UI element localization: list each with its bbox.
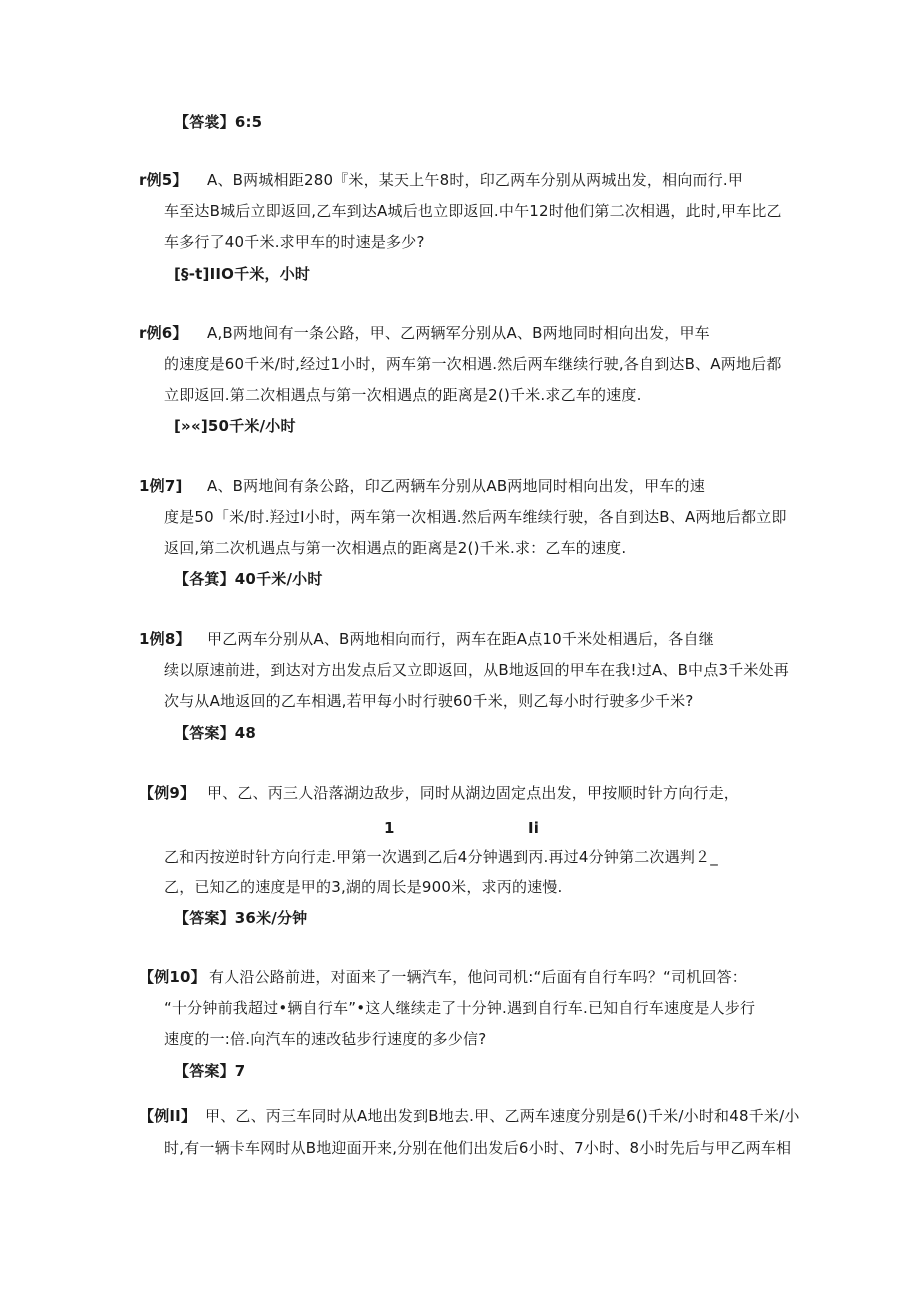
example-11-line-2: 时,有一辆卡车网时从B地迎面开来,分别在他们出发后6小时、7小时、8小时先后与甲乙两车相 xyxy=(164,1139,792,1157)
example-9-label: 【例9】 xyxy=(139,784,196,802)
example-6-label: r例6】 xyxy=(139,324,188,342)
example-6-line-3: 立即返回.第二次相遇点与第一次相遇点的距离是2()千米.求乙车的速度. xyxy=(164,386,642,404)
example-6-line-2: 的速度是60千米/时,经过1小时，两车第一次相遇.然后两车继续行驶,各自到达B、A两地后都 xyxy=(164,355,782,373)
answer-4 xyxy=(174,112,262,132)
example-7-label: 1例7] xyxy=(139,477,183,495)
example-8-answer: 【答案】48 xyxy=(174,724,257,742)
example-9-answer: 【答案】36米/分钟 xyxy=(174,909,308,927)
example-5-label: r例5】 xyxy=(139,171,188,189)
example-5-line-3: 车多行了40千米.求甲车的时速是多少? xyxy=(164,233,425,251)
stray-mark-2: Ii xyxy=(528,819,540,837)
example-8-label: 1例8】 xyxy=(139,630,191,648)
example-5-line-2: 车至达B城后立即返回,乙车到达A城后也立即返回.中午12时他们第二次相遇，此时,甲车比乙 xyxy=(164,202,782,220)
example-6-answer: [»«]50千米/小时 xyxy=(174,417,296,435)
example-9-line-1: 甲、乙、丙三人沿落湖边敌步，同时从湖边固定点出发，甲按顺时针方向行走， xyxy=(207,784,740,802)
example-7-line-2: 度是50「米/时.羟过I小时，两车第一次相遇.然后两车维续行驶，各自到达B、A两地后都立即 xyxy=(164,508,787,526)
example-10-line-2: “十分钟前我超过•辆自行车”•这人继续走了十分钟.遇到自行车.已知自行车速度是人步行 xyxy=(164,999,756,1017)
example-11-line-1: 甲、乙、丙三车同时从A地出发到B地去.甲、乙两车速度分别是6()千米/小时和48千米/小 xyxy=(205,1107,800,1125)
example-5-line-1: A、B两城相距280『米，某天上午8时，印乙两车分别从两城出发，相向而行.甲 xyxy=(207,171,744,189)
example-8-line-2: 续以原速前进，到达对方出发点后又立即返回，从B地返回的甲车在我!过A、B中点3千米处再 xyxy=(164,661,790,679)
example-11-label: 【例II】 xyxy=(139,1107,197,1125)
answer-4-label: 【答裳】 xyxy=(174,113,235,131)
example-5-answer: [§-t]IIO千米，小时 xyxy=(174,265,311,283)
example-9-line-3: 乙，已知乙的速度是甲的3,湖的周长是900米，求丙的速慢. xyxy=(164,878,563,896)
example-10-label: 【例10】 xyxy=(139,968,206,986)
answer-4-value: 6:5 xyxy=(234,113,263,131)
example-9-line-2: 乙和丙按逆时针方向行走.甲第一次遇到乙后4分钟遇到丙.再过4分钟第二次遇判２_ xyxy=(164,848,718,866)
example-10-line-1: 有人沿公路前进，对面来了一辆汽车，他问司机:“后面有自行车吗？“司机回答： xyxy=(209,968,747,986)
example-6-line-1: A,B两地间有一条公路，甲、乙两辆军分别从A、B两地同时相向出发，甲车 xyxy=(207,324,710,342)
example-8-line-1: 甲乙两车分别从A、B两地相向而行，两车在距A点10千米处相遇后，各自继 xyxy=(207,630,714,648)
example-7-answer: 【各箕】40千米/小时 xyxy=(174,570,323,588)
stray-mark-1: 1 xyxy=(384,819,395,837)
example-10-answer: 【答案】7 xyxy=(174,1062,246,1080)
example-7-line-3: 返回,第二次机遇点与第一次相遇点的距离是2()千米.求：乙车的速度. xyxy=(164,539,627,557)
example-8-line-3: 次与从A地返回的乙车相遇,若甲每小时行驶60千米，则乙每小时行驶多少千米? xyxy=(164,692,694,710)
example-7-line-1: A、B两地间有条公路，印乙两辆车分别从AB两地同时相向出发，甲车的速 xyxy=(207,477,705,495)
example-10-line-3: 速度的一:倍.向汽车的速改毡步行速度的多少信? xyxy=(164,1030,487,1048)
